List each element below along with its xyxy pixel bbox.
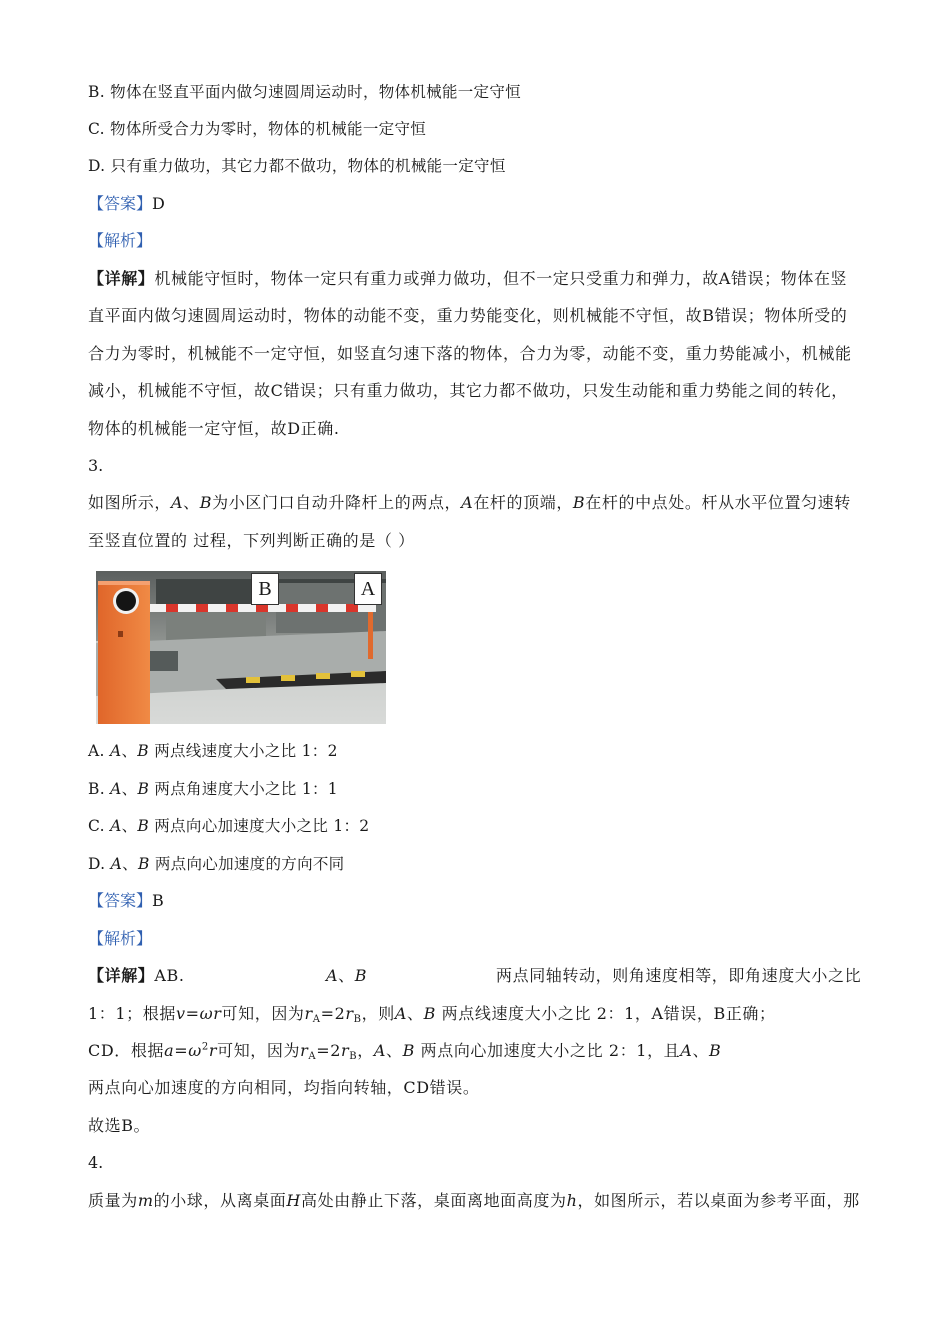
var-b: B bbox=[137, 817, 150, 835]
superscript: 2 bbox=[201, 1041, 209, 1053]
var-a: A bbox=[394, 1004, 407, 1023]
text: 在杆的顶端， bbox=[473, 493, 573, 512]
var-b: B bbox=[402, 1041, 415, 1060]
var-b: B bbox=[354, 966, 368, 985]
q2-option-c: C. 物体所受合力为零时，物体的机械能一定守恒 bbox=[88, 120, 427, 138]
text: 两点同轴转动，则角速度相等，即角速度大小之比 bbox=[496, 966, 862, 985]
label-a-box: A bbox=[354, 573, 382, 605]
answer-value: D bbox=[152, 194, 165, 213]
option-text: 两点线速度大小之比 1：2 bbox=[148, 742, 338, 760]
var-b: B bbox=[423, 1004, 436, 1023]
subscript-b: B bbox=[353, 1014, 362, 1025]
var-a: A bbox=[109, 742, 122, 760]
q4-number: 4. bbox=[88, 1153, 104, 1172]
text: 、 bbox=[121, 817, 138, 835]
q3-stem-line-2: 至竖直位置的 过程，下列判断正确的是（ ） bbox=[88, 531, 415, 550]
text: 、 bbox=[338, 966, 355, 985]
text: 两点线速度大小之比 2：1，A错误，B正确； bbox=[435, 1004, 776, 1023]
var-m: m bbox=[137, 1191, 154, 1210]
text: 、 bbox=[121, 780, 138, 798]
q3-number: 3. bbox=[88, 456, 104, 475]
var-a: A bbox=[110, 855, 123, 873]
option-letter: A. bbox=[88, 742, 110, 760]
text: ， bbox=[357, 1041, 374, 1060]
q3-answer bbox=[88, 890, 164, 912]
text: 、 bbox=[385, 1041, 403, 1060]
q2-detail-line-5: 物体的机械能一定守恒，故D正确. bbox=[88, 419, 340, 438]
q3-option-b bbox=[88, 778, 338, 800]
option-letter: C. bbox=[88, 817, 111, 835]
var-a: A bbox=[461, 493, 474, 512]
q2-detail-line-2: 直平面内做匀速圆周运动时，物体的动能不变，重力势能变化，则机械能不守恒，故B错误；物体所受的 bbox=[88, 306, 848, 325]
answer-tag: 【答案】 bbox=[88, 194, 153, 213]
ab-vars bbox=[326, 965, 367, 987]
q2-answer bbox=[88, 193, 165, 215]
var-a: A bbox=[110, 780, 122, 798]
text: ，如图所示，若以桌面为参考平面，那 bbox=[577, 1191, 860, 1210]
var-a: A bbox=[680, 1041, 693, 1060]
var-H: H bbox=[286, 1191, 301, 1210]
subscript-a: A bbox=[308, 1051, 317, 1062]
var-b: B bbox=[199, 493, 213, 512]
option-text: 两点向心加速度的方向不同 bbox=[149, 855, 345, 873]
text: 如图所示， bbox=[88, 493, 172, 512]
q2-detail-line-1 bbox=[88, 268, 847, 290]
text: CD．根据 bbox=[88, 1041, 165, 1060]
text: =2 bbox=[320, 1004, 346, 1023]
var-r: r bbox=[304, 1004, 313, 1023]
var-a-accel: a bbox=[164, 1041, 175, 1060]
q2-detail-line-3: 合力为零时，机械能不一定守恒，如竖直匀速下落的物体，合力为零，动能不变，重力势能减小，机械能 bbox=[88, 344, 852, 363]
text: 、 bbox=[121, 742, 138, 760]
var-b: B bbox=[137, 855, 150, 873]
var-r: r bbox=[345, 1004, 354, 1023]
text: 可知，因为 bbox=[221, 1004, 305, 1023]
q3-option-c bbox=[88, 815, 369, 837]
q3-detail-line-1 bbox=[88, 965, 862, 987]
q3-detail-line-2 bbox=[88, 1003, 776, 1025]
var-a: A bbox=[373, 1041, 386, 1060]
q3-option-a bbox=[88, 740, 338, 762]
answer-tag: 【答案】 bbox=[88, 891, 153, 910]
text: 、 bbox=[122, 855, 138, 873]
label-b-box: B bbox=[251, 573, 279, 605]
var-r: r bbox=[208, 1041, 218, 1060]
text: 、 bbox=[406, 1004, 424, 1023]
var-a: A bbox=[171, 493, 184, 512]
var-omega: ω bbox=[188, 1041, 202, 1060]
q3-stem-line-1 bbox=[88, 492, 851, 514]
var-h: h bbox=[566, 1191, 578, 1210]
option-letter: B. bbox=[88, 780, 111, 798]
text: 高处由静止下落，桌面离地面高度为 bbox=[300, 1191, 567, 1210]
text: 1：1；根据 bbox=[88, 1004, 176, 1023]
var-b: B bbox=[137, 780, 150, 798]
q2-analysis-tag: 【解析】 bbox=[88, 231, 153, 250]
text: 的小球，从离桌面 bbox=[153, 1191, 287, 1210]
var-b: B bbox=[137, 742, 149, 760]
text: 在杆的中点处。杆从水平位置匀速转 bbox=[585, 493, 851, 512]
q3-analysis-tag: 【解析】 bbox=[88, 929, 153, 948]
detail-tag: 【详解】 bbox=[88, 966, 155, 985]
text: = bbox=[174, 1041, 189, 1060]
text: 两点向心加速度大小之比 2：1，且 bbox=[414, 1041, 681, 1060]
subscript-a: A bbox=[312, 1014, 321, 1025]
var-b: B bbox=[709, 1041, 722, 1060]
option-letter: D. bbox=[88, 855, 111, 873]
var-r: r bbox=[341, 1041, 350, 1060]
text: 可知，因为 bbox=[217, 1041, 301, 1060]
q4-stem-line-1 bbox=[88, 1190, 860, 1212]
text: ，则 bbox=[361, 1004, 395, 1023]
barrier-gate-photo bbox=[96, 571, 386, 724]
var-r: r bbox=[300, 1041, 309, 1060]
var-b: B bbox=[572, 493, 586, 512]
option-text: 两点向心加速度大小之比 1：2 bbox=[149, 817, 370, 835]
text: 、 bbox=[692, 1041, 710, 1060]
text: AB. bbox=[154, 966, 185, 985]
detail-tag: 【详解】 bbox=[88, 269, 155, 288]
q3-detail-line-4: 两点向心加速度的方向相同，均指向转轴，CD错误。 bbox=[88, 1078, 480, 1097]
q3-option-d bbox=[88, 853, 344, 875]
q3-detail-line-3 bbox=[88, 1040, 721, 1062]
text: 质量为 bbox=[88, 1191, 138, 1210]
var-v: v bbox=[175, 1004, 186, 1023]
text: = bbox=[185, 1004, 200, 1023]
q2-detail-line-4: 减小，机械能不守恒，故C错误；只有重力做功，其它力都不做功，只发生动能和重力势能之间的转化， bbox=[88, 381, 848, 400]
var-omega: ω bbox=[199, 1004, 214, 1023]
var-r: r bbox=[213, 1004, 222, 1023]
detail-text: 机械能守恒时，物体一定只有重力或弹力做功，但不一定只受重力和弹力，故A错误；物体在竖 bbox=[154, 269, 848, 288]
answer-value: B bbox=[152, 891, 164, 910]
option-text: 两点角速度大小之比 1：1 bbox=[149, 780, 338, 798]
subscript-b: B bbox=[349, 1051, 358, 1062]
text: =2 bbox=[316, 1041, 341, 1060]
var-a: A bbox=[326, 966, 339, 985]
text: 、 bbox=[183, 493, 200, 512]
text: 为小区门口自动升降杆上的两点， bbox=[212, 493, 462, 512]
q3-conclusion: 故选B。 bbox=[88, 1116, 151, 1135]
q2-option-d: D. 只有重力做功，其它力都不做功，物体的机械能一定守恒 bbox=[88, 157, 506, 175]
q2-option-b: B. 物体在竖直平面内做匀速圆周运动时，物体机械能一定守恒 bbox=[88, 83, 521, 101]
var-a: A bbox=[110, 817, 122, 835]
